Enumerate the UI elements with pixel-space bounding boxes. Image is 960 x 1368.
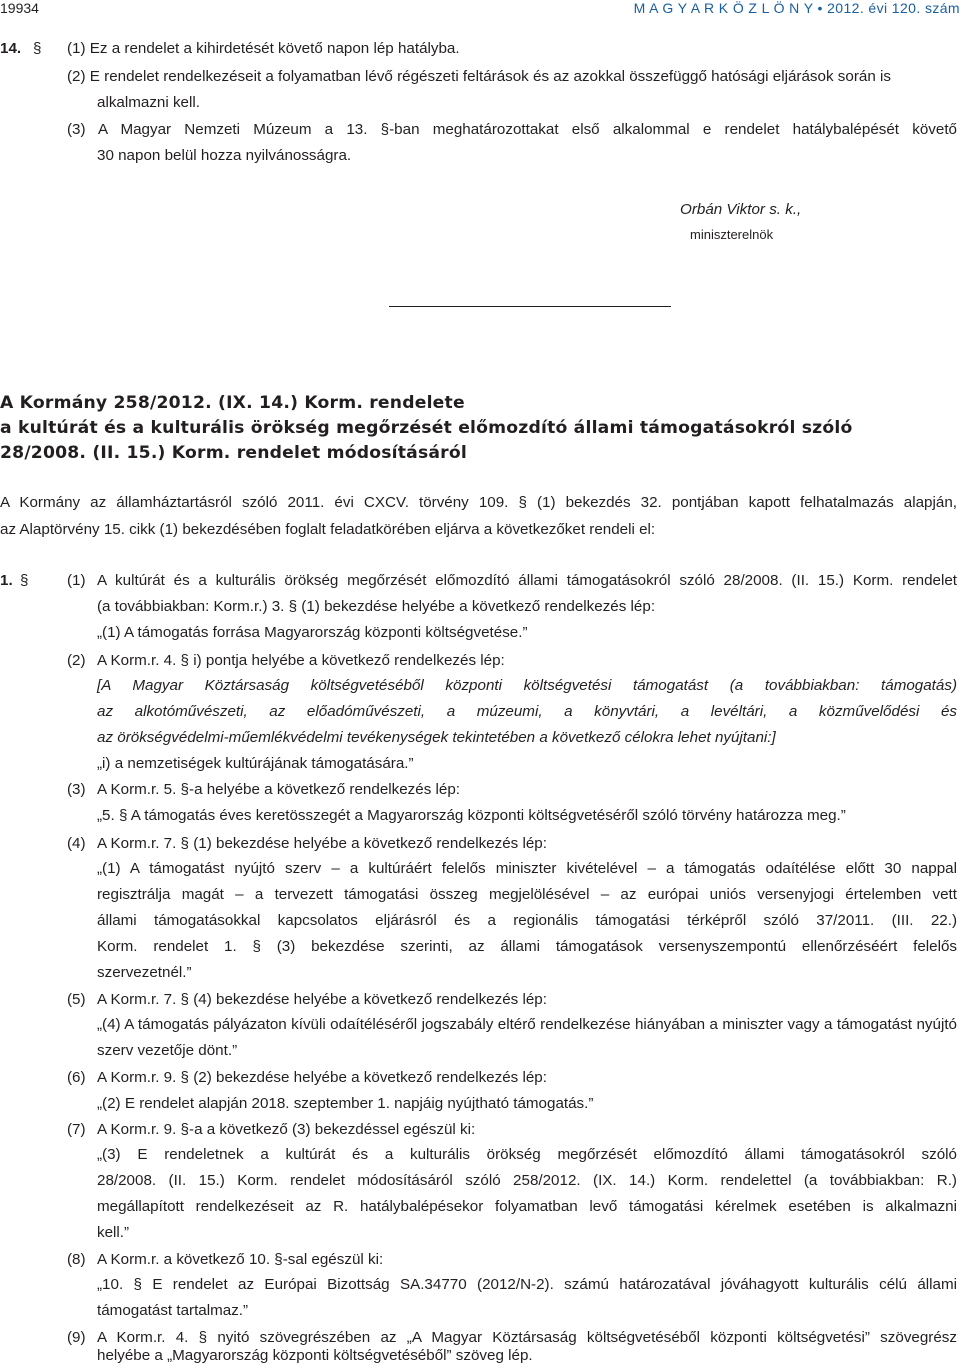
paragraph-number: (6): [67, 1069, 86, 1086]
paragraph-number: (3): [67, 781, 86, 798]
quoted-provision: „(2) E rendelet alapján 2018. szeptember 1. napjáig nyújtható támogatás.”: [97, 1095, 594, 1112]
preamble-text: A Kormány az államháztartásról szóló 2011. évi CXCV. törvény 109. § (1) bekezdés 32. pontjában kapott felhatalmazás alapján,: [0, 494, 957, 511]
context-text: az alkotóművészeti, az előadóművészeti, a múzeumi, a könyvtári, a levéltári, a közművelődési és: [97, 703, 957, 720]
context-text: az örökségvédelmi-műemlékvédelmi tevékenységek tekintetében a következő célokra lehet nyújtani:]: [97, 729, 776, 746]
paragraph-number: (7): [67, 1121, 86, 1138]
paragraph-text: A Korm.r. 4. § nyitó szövegrészében az „A Magyar Köztársaság költségvetéséből központi költségvetési” szövegrész: [97, 1329, 957, 1346]
paragraph-text: A Korm.r. 7. § (1) bekezdése helyébe a következő rendelkezés lép:: [97, 835, 547, 852]
journal-title: M A G Y A R K Ö Z L Ö N Y • 2012. évi 120. szám: [633, 0, 960, 16]
page-header: [0, 0, 960, 24]
quoted-provision: megállapított rendelkezéseit az R. hatálybalépésekor folyamatban levő támogatási kérelmek esetében is alkalmazni: [97, 1198, 957, 1215]
quoted-provision: szerv vezetője dönt.”: [97, 1042, 238, 1059]
paragraph-number: (9): [67, 1329, 86, 1346]
paragraph-number: (1): [67, 572, 86, 589]
paragraph-text: (1) Ez a rendelet a kihirdetését követő napon lép hatályba.: [67, 40, 460, 57]
quoted-provision: kell.”: [97, 1224, 130, 1241]
quoted-provision: 28/2008. (II. 15.) Korm. rendelet módosításáról szóló 258/2012. (IX. 14.) Korm. rendelettel (a továbbiakban: R.): [97, 1172, 957, 1189]
paragraph-text: (a továbbiakban: Korm.r.) 3. § (1) bekezdése helyébe a következő rendelkezés lép:: [97, 598, 656, 615]
quoted-provision: regisztrálja magát – a tervezett támogatási összeg megjelölésével – az európai uniós versenyjogi értelemben vett: [97, 886, 957, 903]
quoted-provision: „i) a nemzetiségek kultúrájának támogatására.”: [97, 755, 414, 772]
section-sign: §: [20, 572, 29, 589]
paragraph-text: (2) E rendelet rendelkezéseit a folyamatban lévő régészeti feltárások és az azokkal összefüggő hatósági eljárások során is: [67, 68, 891, 85]
section-divider: [389, 306, 671, 307]
quoted-provision: „(4) A támogatás pályázaton kívüli odaítéléséről jogszabály eltérő rendelkezése hiányában a miniszter vagy a támogatást nyújtó: [97, 1016, 957, 1033]
context-text: [A Magyar Köztársaság költségvetéséből központi költségvetési támogatást (a továbbiakban: támogatás): [97, 677, 957, 694]
paragraph-text: 30 napon belül hozza nyilvánosságra.: [97, 147, 352, 164]
paragraph-text: (3) A Magyar Nemzeti Múzeum a 13. §-ban meghatározottakat első alkalommal e rendelet hatálybalépését követő: [67, 121, 957, 138]
quoted-provision: „(3) E rendeletnek a kultúrát és a kulturális örökség megőrzését előmozdító állami támogatásokról szóló: [97, 1146, 957, 1163]
quoted-provision: Korm. rendelet 1. § (3) bekezdése szerinti, az állami támogatások versenyszempontú ellenőrzéséért felelős: [97, 938, 957, 955]
paragraph-number: (8): [67, 1251, 86, 1268]
decree-subtitle: 28/2008. (II. 15.) Korm. rendelet módosításáról: [0, 443, 467, 463]
quoted-provision: „(1) A támogatás forrása Magyarország központi költségvetése.”: [97, 624, 528, 641]
paragraph-number: (2): [67, 652, 86, 669]
paragraph-text: A Korm.r. 7. § (4) bekezdése helyébe a következő rendelkezés lép:: [97, 991, 547, 1008]
paragraph-text: alkalmazni kell.: [97, 94, 200, 111]
quoted-provision: „10. § E rendelet az Európai Bizottság SA.34770 (2012/N-2). számú határozatával jóváhagyott kulturális célú állami: [97, 1276, 957, 1293]
paragraph-number: (5): [67, 991, 86, 1008]
decree-subtitle: a kultúrát és a kulturális örökség megőrzését előmozdító állami támogatásokról szóló: [0, 418, 853, 438]
section-number: 14.: [0, 40, 22, 57]
paragraph-text: A Korm.r. 5. §-a helyébe a következő rendelkezés lép:: [97, 781, 461, 798]
signatory-name: Orbán Viktor s. k.,: [680, 201, 802, 218]
section-sign: §: [33, 40, 42, 57]
quoted-provision: szervezetnél.”: [97, 964, 192, 981]
section-number: 1.: [0, 572, 13, 589]
quoted-provision: támogatást tartalmaz.”: [97, 1302, 249, 1319]
paragraph-text: A Korm.r. 9. §-a a következő (3) bekezdéssel egészül ki:: [97, 1121, 476, 1138]
paragraph-number: (4): [67, 835, 86, 852]
paragraph-text: A Korm.r. a következő 10. §-sal egészül ki:: [97, 1251, 384, 1268]
paragraph-text: helyébe a „Magyarország központi költségvetéséből” szöveg lép.: [97, 1347, 533, 1364]
quoted-provision: „(1) A támogatást nyújtó szerv – a kultúráért felelős miniszter kivételével – a támogatás odaítélése előtt 30 nappal: [97, 860, 957, 877]
decree-title: A Kormány 258/2012. (IX. 14.) Korm. rendelete: [0, 393, 465, 413]
signatory-title: miniszterelnök: [690, 227, 774, 242]
paragraph-text: A Korm.r. 9. § (2) bekezdése helyébe a következő rendelkezés lép:: [97, 1069, 547, 1086]
quoted-provision: „5. § A támogatás éves keretösszegét a Magyarország központi költségvetéséről szóló törvény határozza meg.”: [97, 807, 846, 824]
quoted-provision: állami támogatásokkal kapcsolatos eljárásról és a regionális támogatási térképről szóló 37/2011. (III. 22.): [97, 912, 957, 929]
paragraph-text: A kultúrát és a kulturális örökség megőrzését előmozdító állami támogatásokról szóló 28/2008. (II. 15.) Korm. rendelet: [97, 572, 957, 589]
preamble-text: az Alaptörvény 15. cikk (1) bekezdésében foglalt feladatkörében eljárva a következőket rendeli el:: [0, 521, 656, 538]
page-number: 19934: [0, 0, 39, 16]
paragraph-text: A Korm.r. 4. § i) pontja helyébe a következő rendelkezés lép:: [97, 652, 505, 669]
